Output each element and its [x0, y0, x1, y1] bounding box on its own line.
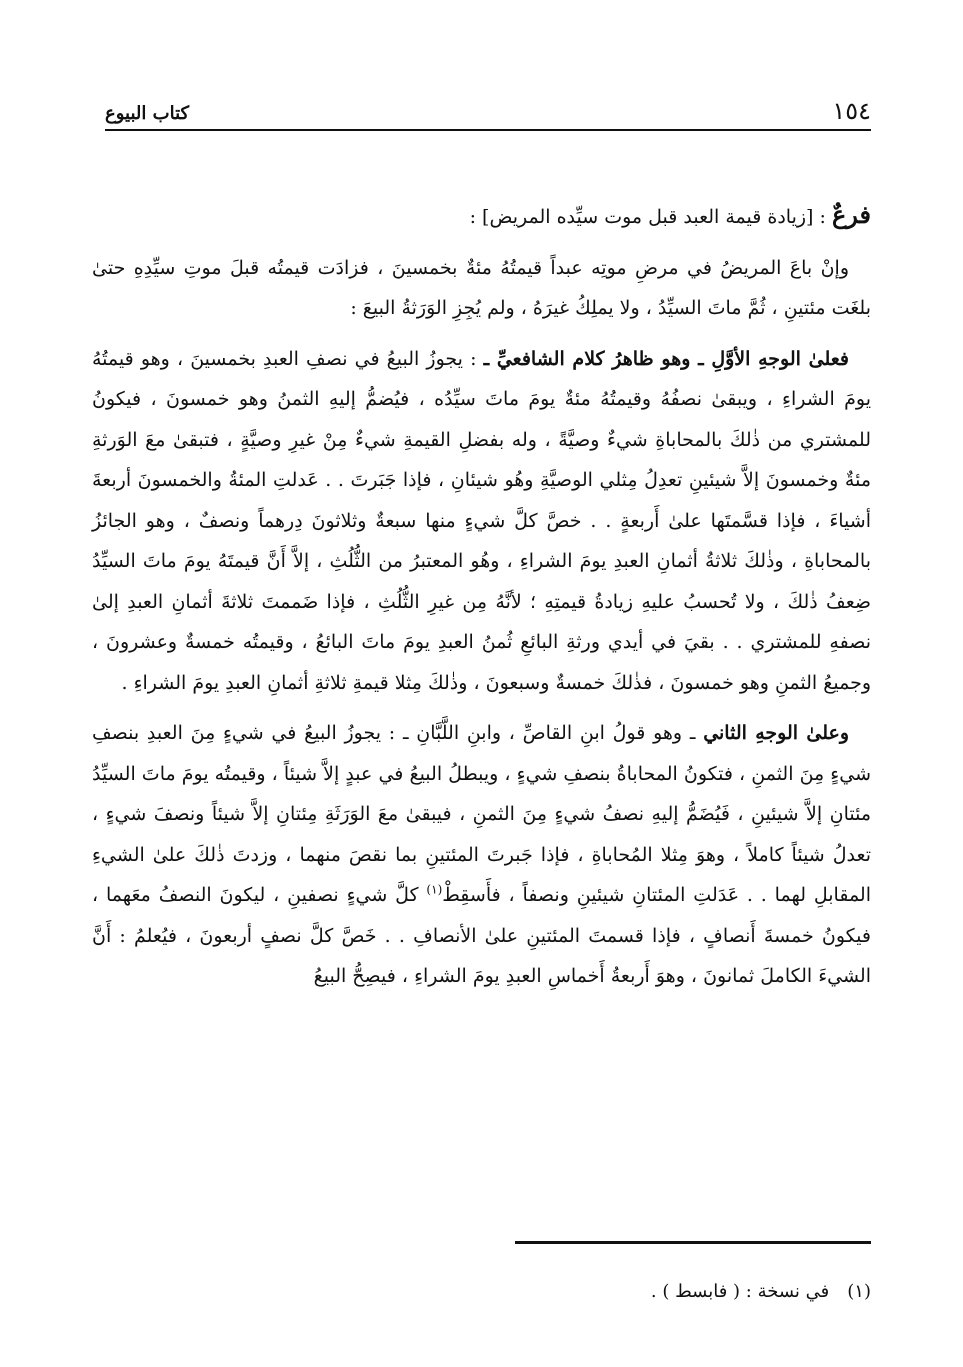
paragraph-3-body-b: كلَّ شيءٍ نصفينِ ، ليكونَ النصفُ معَهما ، فيكونُ خمسةَ أَنصافٍ ، فإذا قسمتَ المئتينِ علىٰ الأنصافِ . . خَصَّ كلَّ نصفٍ أربعونَ ، فيُعلمُ : أَنَّ الشيءَ الكاملَ ثمانونَ ، وهوَ أَربعةُ أَخماسِ العبدِ يومَ الشراءِ ، فيصِحُّ البيعُ — [92, 884, 871, 987]
section-heading — [92, 195, 871, 238]
footnote-divider — [515, 1241, 871, 1244]
footnote — [92, 1277, 871, 1307]
paragraph-1: وإنْ باعَ المريضُ في مرضِ موتِه عبداً قيمتُهُ مئةٌ بخمسينَ ، فزادَت قيمتُه قبلَ موتِ سيِّدِهِ حتىٰ بلغَت مئتينِ ، ثُمَّ ماتَ السيِّدُ ، ولا يملِكُ غيرَهُ ، ولم يُجِزِ الوَرَثةُ البيعَ : — [92, 256, 871, 319]
paragraph-3-lead: وعلىٰ الوجهِ الثاني — [703, 722, 850, 744]
paragraph-2 — [92, 339, 871, 704]
paragraph-3-body-a: ـ وهو قولُ ابنِ القاصِّ ، وابنِ اللَّبَّانِ ـ : يجوزُ البيعُ في شيءٍ مِنَ العبدِ بنصفِ شيءٍ مِنَ الثمنِ ، فتكونُ المحاباةُ بنصفِ شيءٍ ، ويبطلُ البيعُ في عبدٍ إلاَّ شيئاً ، وقيمتُه يومَ ماتَ السيِّدُ مئتانِ إلاَّ شيئينِ ، فَيُضَمُّ إليهِ نصفُ شيءٍ مِنَ الثمنِ ، فيبقىٰ معَ الوَرَثَةِ مِئتانِ إلاَّ شيئاً ونصفَ شيءٍ ، تعدلُ شيئاً كاملاً ، وهوَ مِثلا المُحاباةِ ، فإذا جَبرتَ المئتينِ بما نقصَ منهما ، وزدتَ ذٰلكَ علىٰ الشيءِ المقابلِ لهما . . عَدَلتِ المئتانِ شيئينِ ونصفاً ، فأَسقِطْ — [92, 722, 871, 906]
paragraph-3 — [92, 713, 871, 997]
section-label: فرعٌ — [831, 200, 871, 229]
footnote-text: في نسخة : ( فابسط ) . — [650, 1281, 830, 1302]
paragraph-2-body: : يجوزُ البيعُ في نصفِ العبدِ بخمسينَ ، وهو قيمتُهُ يومَ الشراءِ ، ويبقىٰ نصفُهُ وقيمتُهُ مئةٌ يومَ ماتَ سيِّدُه ، فيُضمُّ إليهِ الثمنُ وهو خمسونَ ، فيكونُ للمشتري من ذٰلكَ بالمحاباةِ شيءٌ وصيَّةً ، وله بفضلِ القيمةِ شيءٌ مِنْ غيرِ وصيَّةٍ ، فتبقىٰ معَ الوَرثةِ مئةٌ وخمسونَ إلاَّ شيئينِ تعدِلُ مِثلي الوصيَّةِ وهُو شيئانِ ، فإذا جَبَرتَ . . عَدلتِ المئةُ والخمسونَ أربعةَ أشياءَ ، فإذا قسَّمتَها علىٰ أَربعةٍ . . خصَّ كلَّ شيءٍ منها سبعةٌ وثلاثونَ دِرهماً ونصفٌ ، وهو الجائزُ بالمحاباةِ ، وذٰلكَ ثلاثةُ أثمانِ العبدِ يومَ الشراءِ ، وهُو المعتبرُ من الثُّلُثِ ، إلاَّ أَنَّ قيمتَهُ يومَ ماتَ السيِّدُ ضِعفُ ذٰلكَ ، ولا تُحسبُ عليهِ زيادةُ قيمتِهِ ؛ لأنَّهُ مِن غيرِ الثُّلُثِ ، فإذا ضَممتَ ثلاثةَ أثمانِ العبدِ إلىٰ نصفهِ للمشتري . . بقيَ في أيدي ورثةِ البائعِ ثُمنُ العبدِ يومَ ماتَ البائعُ ، وقيمتُه خمسةٌ وعشرونَ ، وجميعُ الثمنِ وهو خمسونَ ، فذٰلكَ خمسةٌ وسبعونَ ، وذٰلكَ مِثلا قيمةِ ثلاثةِ أثمانِ العبدِ يومَ الشراءِ . — [92, 347, 871, 694]
footnote-marker: (١) — [847, 1281, 871, 1302]
section-title: : [زيادة قيمة العبد قبل موت سيِّده المريض] : — [469, 206, 832, 228]
page-body — [92, 195, 871, 997]
page-number: ١٥٤ — [832, 97, 871, 125]
paragraph-2-lead: فعلىٰ الوجهِ الأوَّلِ ـ وهو ظاهرُ كلام الشافعيِّ ـ — [483, 347, 849, 370]
page-header — [105, 95, 871, 131]
book-title: كتاب البيوع — [105, 103, 190, 124]
footnote-reference: (١) — [426, 882, 443, 897]
